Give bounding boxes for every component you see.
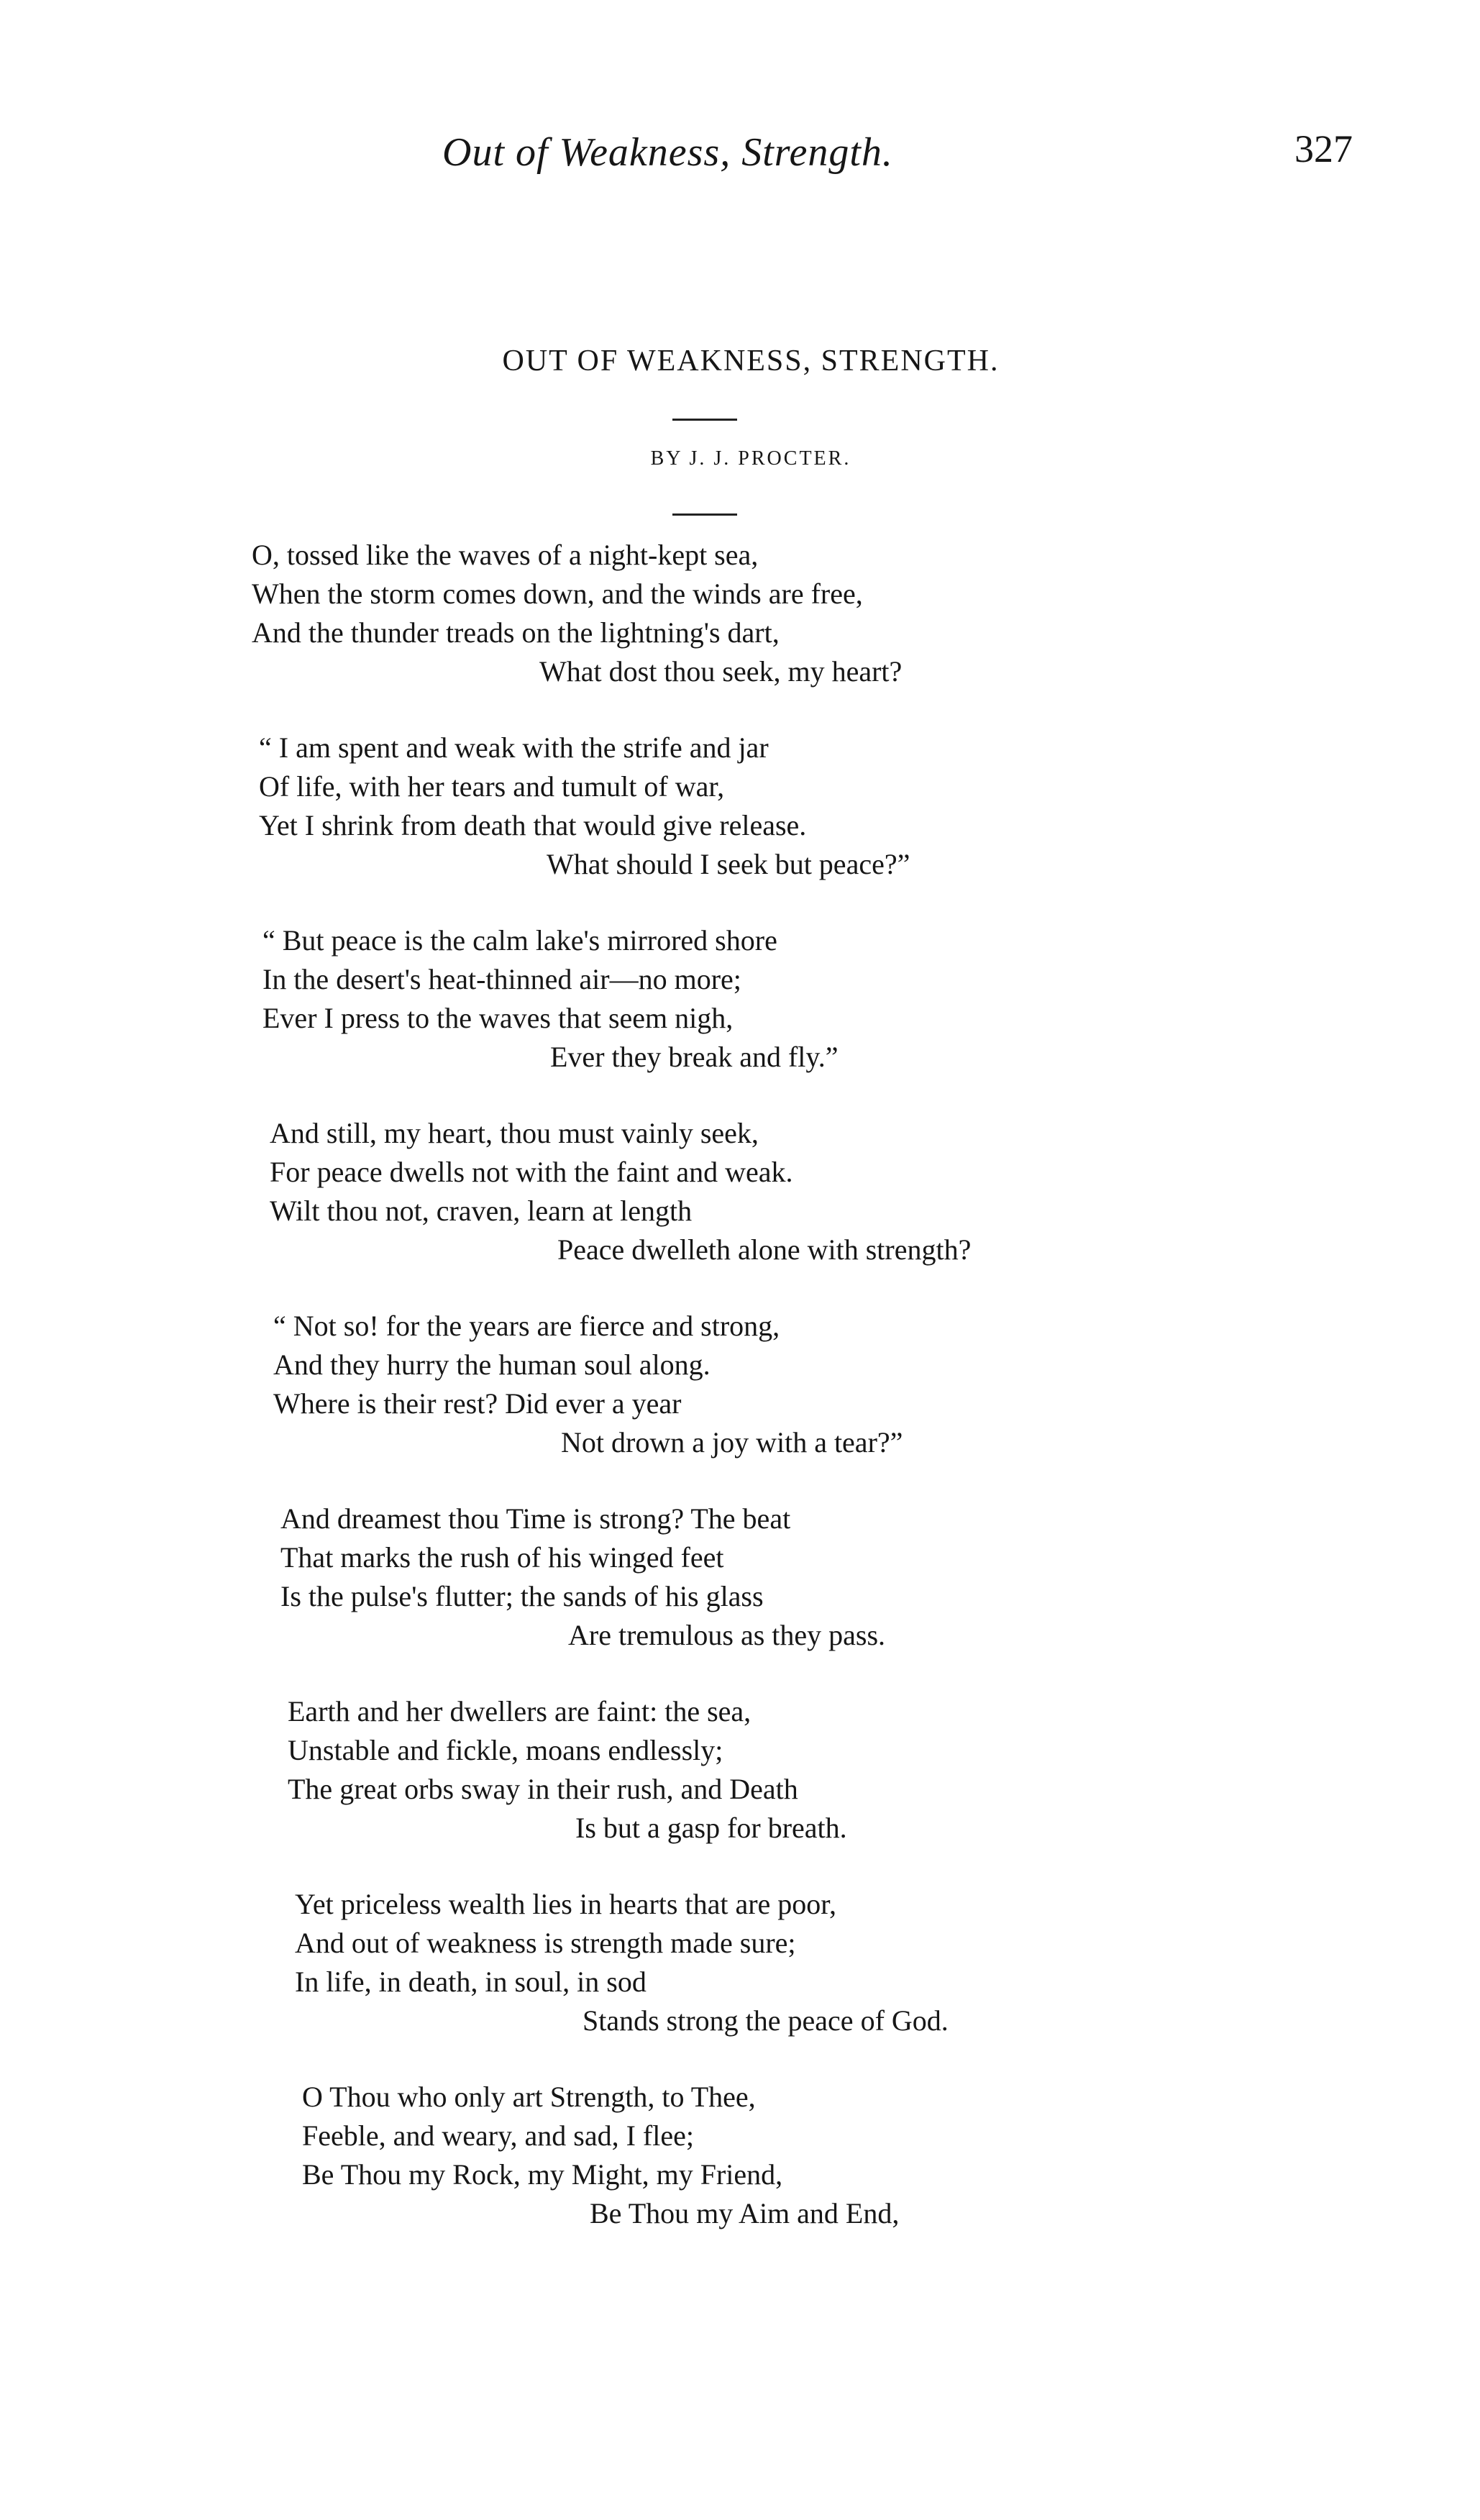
poem-refrain-line: Is but a gasp for breath.	[575, 1812, 847, 1844]
poem-line: Earth and her dwellers are faint: the sea,	[288, 1695, 752, 1727]
poem-line: Unstable and fickle, moans endlessly;	[288, 1734, 723, 1766]
poem-line: O Thou who only art Strength, to Thee,	[302, 2081, 756, 2113]
byline-rule	[672, 513, 737, 516]
poem-line: O, tossed like the waves of a night-kept sea,	[252, 539, 759, 571]
poem-line: Wilt thou not, craven, learn at length	[270, 1195, 693, 1227]
poem-line: Yet priceless wealth lies in hearts that are poor,	[295, 1888, 837, 1920]
poem-line: “ Not so! for the years are fierce and strong,	[273, 1310, 780, 1342]
poem-refrain-line: Peace dwelleth alone with strength?	[557, 1233, 972, 1266]
poem-line: Yet I shrink from death that would give release.	[259, 809, 807, 841]
poem-refrain-line: Are tremulous as they pass.	[568, 1619, 886, 1651]
poem-line: “ I am spent and weak with the strife and jar	[259, 731, 769, 764]
stanza	[302, 2078, 1402, 2233]
poem-refrain-line: Be Thou my Aim and End,	[590, 2197, 900, 2229]
poem-refrain-line: Ever they break and fly.”	[550, 1041, 839, 1073]
poem-refrain-line: Not drown a joy with a tear?”	[561, 1426, 903, 1458]
poem-line: Where is their rest? Did ever a year	[273, 1387, 682, 1420]
poem-line: And the thunder treads on the lightning's dart,	[252, 616, 780, 649]
poem-line: In life, in death, in soul, in sod	[295, 1966, 647, 1998]
poem-line: Feeble, and weary, and sad, I flee;	[302, 2119, 694, 2152]
poem-line: That marks the rush of his winged feet	[280, 1541, 724, 1574]
poem-refrain-line: Stands strong the peace of God.	[583, 2004, 949, 2037]
poem-line: “ But peace is the calm lake's mirrored shore	[262, 924, 777, 957]
title-rule	[672, 419, 737, 421]
poem-refrain-line: What should I seek but peace?”	[547, 848, 910, 880]
stanza	[295, 1885, 1402, 2040]
poem-line: And dreamest thou Time is strong? The beat	[280, 1502, 791, 1535]
poem-body	[252, 536, 1402, 2270]
stanza	[252, 536, 1402, 691]
stanza	[280, 1499, 1402, 1655]
running-head	[0, 121, 1480, 186]
poem-line: And still, my heart, thou must vainly seek,	[270, 1117, 759, 1149]
stanza	[259, 729, 1402, 884]
poem-line: In the desert's heat-thinned air—no more;	[262, 963, 741, 995]
poem-line: The great orbs sway in their rush, and Death	[288, 1773, 798, 1805]
stanza	[288, 1692, 1402, 1848]
poem-line: When the storm comes down, and the winds are free,	[252, 578, 863, 610]
poem-line: And they hurry the human soul along.	[273, 1348, 711, 1381]
poem-line: And out of weakness is strength made sure;	[295, 1927, 796, 1959]
stanza	[273, 1307, 1402, 1462]
stanza	[270, 1114, 1402, 1269]
poem-line: Is the pulse's flutter; the sands of his glass	[280, 1580, 764, 1612]
poem-title: OUT OF WEAKNESS, STRENGTH.	[502, 344, 1000, 378]
author-byline: BY J. J. PROCTER.	[650, 447, 851, 470]
poem-refrain-line: What dost thou seek, my heart?	[539, 655, 903, 688]
running-title: Out of Weakness, Strength.	[442, 130, 893, 175]
poem-line: Ever I press to the waves that seem nigh,	[262, 1002, 734, 1034]
stanza	[262, 921, 1402, 1077]
poem-line: Of life, with her tears and tumult of war,	[259, 770, 725, 803]
page-number: 327	[1294, 127, 1353, 170]
poem-line: Be Thou my Rock, my Might, my Friend,	[302, 2158, 783, 2191]
poem-line: For peace dwells not with the faint and weak.	[270, 1156, 793, 1188]
